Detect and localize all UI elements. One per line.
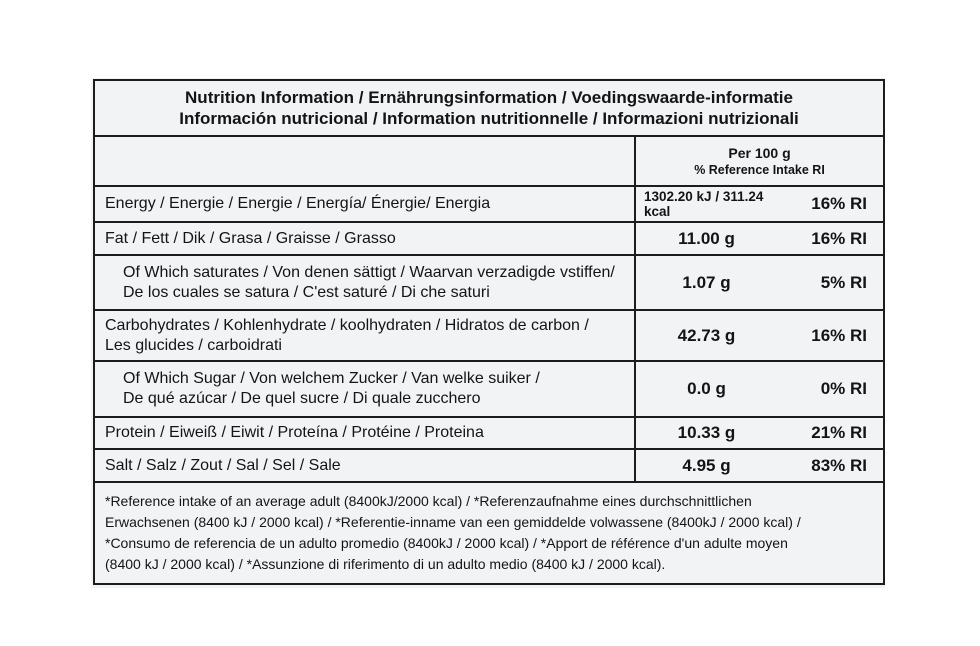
nutrient-ri: 16% RI	[811, 325, 867, 345]
nutrient-values	[635, 222, 884, 255]
nutrient-amount: 10.33 g	[677, 423, 736, 442]
nutrient-name: Salt / Salz / Zout / Sal / Sel / Sale	[94, 449, 635, 482]
nutrient-ri: 16% RI	[811, 194, 867, 213]
footnote-line: Erwachsenen (8400 kJ / 2000 kcal) / *Referentie-inname van een gemiddelde volwassene (8400kJ / 2000 kcal) /	[105, 514, 801, 530]
footnote-row	[94, 482, 884, 584]
footnote	[94, 482, 884, 584]
per100-header-cell	[635, 136, 884, 186]
nutrient-ri: 21% RI	[811, 423, 867, 442]
title-row	[94, 80, 884, 136]
column-header-row	[94, 136, 884, 186]
nutrient-values	[635, 255, 884, 310]
nutrient-values	[635, 310, 884, 361]
per100-label: Per 100 g	[728, 144, 791, 161]
nutrient-amount: 0.0 g	[687, 379, 726, 398]
nutrient-ri: 5% RI	[820, 272, 867, 292]
nutrient-name: Of Which Sugar / Von welchem Zucker / Van welke suiker / De qué azúcar / De quel sucre / Di quale zucchero	[94, 361, 635, 417]
table-row	[94, 186, 884, 222]
nutrient-amount: 11.00 g	[678, 228, 735, 248]
nutrient-ri: 83% RI	[811, 455, 867, 475]
nutrient-amount: 1.07 g	[682, 272, 731, 292]
nutrient-amount: 42.73 g	[677, 325, 736, 345]
table-row	[94, 449, 884, 482]
nutrient-name: Protein / Eiweiß / Eiwit / Proteína / Protéine / Proteina	[94, 417, 635, 449]
nutrient-name: Energy / Energie / Energie / Energía/ Énergie/ Energia	[94, 186, 635, 222]
nutrient-ri: 0% RI	[820, 379, 867, 398]
footnote-line: (8400 kJ / 2000 kcal) / *Assunzione di riferimento di un adulto medio (8400 kJ / 2000 kcal).	[105, 556, 666, 572]
footnote-line: *Reference intake of an average adult (8400kJ/2000 kcal) / *Referenzaufnahme eines durchschnittlichen	[105, 493, 752, 509]
nutrient-values	[635, 186, 884, 222]
table-title	[94, 80, 884, 136]
footnote-line: *Consumo de referencia de un adulto promedio (8400kJ / 2000 kcal) / *Apport de référence d'un adulte moyen	[105, 535, 788, 551]
table-row	[94, 417, 884, 449]
nutrient-name: Fat / Fett / Dik / Grasa / Graisse / Grasso	[94, 222, 635, 255]
table-row	[94, 361, 884, 417]
table-row	[94, 222, 884, 255]
ri-label: % Reference Intake RI	[694, 162, 825, 177]
title-line-1: Nutrition Information / Ernährungsinformation / Voedingswaarde-informatie	[185, 88, 793, 107]
nutrient-values	[635, 449, 884, 482]
nutrient-amount: 1302.20 kJ / 311.24 kcal	[644, 189, 764, 219]
nutrient-amount: 4.95 g	[682, 455, 731, 475]
table-row	[94, 255, 884, 310]
title-line-2: Información nutricional / Information nutritionnelle / Informazioni nutrizionali	[179, 109, 799, 128]
nutrient-name: Carbohydrates / Kohlenhydrate / koolhydraten / Hidratos de carbon / Les glucides / carboidrati	[94, 310, 635, 361]
nutrient-values	[635, 361, 884, 417]
nutrient-values	[635, 417, 884, 449]
table-row	[94, 310, 884, 361]
nutrient-ri: 16% RI	[811, 228, 867, 248]
nutrition-table	[93, 79, 885, 585]
nutrient-name: Of Which saturates / Von denen sättigt / Waarvan verzadigde vstiffen/ De los cuales se satura / C'est saturé / Di che saturi	[94, 255, 635, 310]
header-empty-cell	[94, 136, 635, 186]
